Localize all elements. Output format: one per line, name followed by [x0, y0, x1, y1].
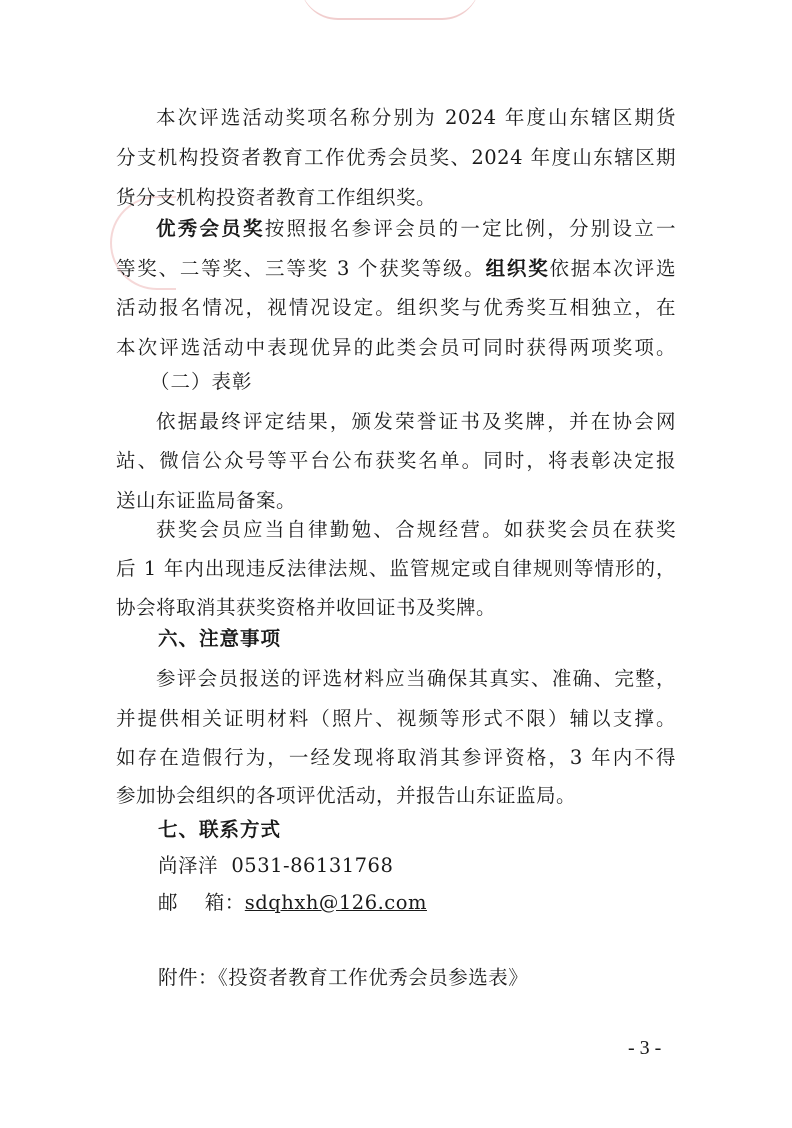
notes-line-4: 参加协会组织的各项评优活动，并报告山东证监局。	[116, 784, 577, 807]
attachment-line: 附件：《投资者教育工作优秀会员参选表》	[158, 966, 529, 989]
award-levels-line-2-pre: 等奖、二等奖、三等奖 3 个获奖等级。	[116, 257, 486, 280]
notes-line-3: 如存在造假行为，一经发现将取消其参评资格，3 年内不得	[116, 746, 676, 769]
award-levels-line-4: 本次评选活动中表现优异的此类会员可同时获得两项奖项。	[116, 336, 676, 359]
commendation-p2-line-3: 协会将取消其获奖资格并收回证书及奖牌。	[116, 596, 497, 619]
contact-email-line	[158, 891, 718, 915]
award-levels-line-3: 活动报名情况，视情况设定。组织奖与优秀奖互相独立，在	[116, 296, 676, 319]
award-levels-line-2	[116, 257, 676, 281]
email-link[interactable]: sdqhxh@126.com	[244, 891, 427, 914]
excellent-award-label: 优秀会员奖	[156, 217, 265, 240]
notes-line-2: 并提供相关证明材料（照片、视频等形式不限）辅以支撑。	[116, 707, 676, 730]
award-names-line-2: 分支机构投资者教育工作优秀会员奖、2024 年度山东辖区期	[116, 146, 676, 169]
award-names-line-1: 本次评选活动奖项名称分别为 2024 年度山东辖区期货	[156, 106, 676, 129]
award-levels-line-1-text: 按照报名参评会员的一定比例，分别设立一	[264, 217, 676, 240]
commendation-p1-line-3: 送山东证监局备案。	[116, 489, 297, 512]
commendation-p1-line-1: 依据最终评定结果，颁发荣誉证书及奖牌，并在协会网	[156, 410, 676, 433]
notes-heading: 六、注意事项	[158, 627, 282, 650]
page-number: - 3 -	[628, 1037, 662, 1059]
organization-award-label: 组织奖	[485, 257, 550, 280]
contact-heading: 七、联系方式	[158, 818, 282, 841]
award-names-line-3: 货分支机构投资者教育工作组织奖。	[116, 186, 437, 209]
award-levels-line-1	[156, 217, 676, 241]
award-levels-line-2-post: 依据本次评选	[549, 257, 676, 280]
email-label: 邮 箱：	[158, 891, 245, 914]
commendation-p2-line-1: 获奖会员应当自律勤勉、合规经营。如获奖会员在获奖	[156, 518, 676, 541]
commendation-heading: （二）表彰	[150, 370, 253, 393]
commendation-p1-line-2: 站、微信公众号等平台公布获奖名单。同时，将表彰决定报	[116, 449, 676, 472]
notes-line-1: 参评会员报送的评选材料应当确保其真实、准确、完整，	[156, 667, 676, 690]
seal-stamp-partial	[300, 0, 480, 20]
commendation-p2-line-2: 后 1 年内出现违反法律法规、监管规定或自律规则等情形的，	[116, 557, 676, 580]
contact-person-line: 尚泽洋 0531-86131768	[158, 854, 394, 877]
